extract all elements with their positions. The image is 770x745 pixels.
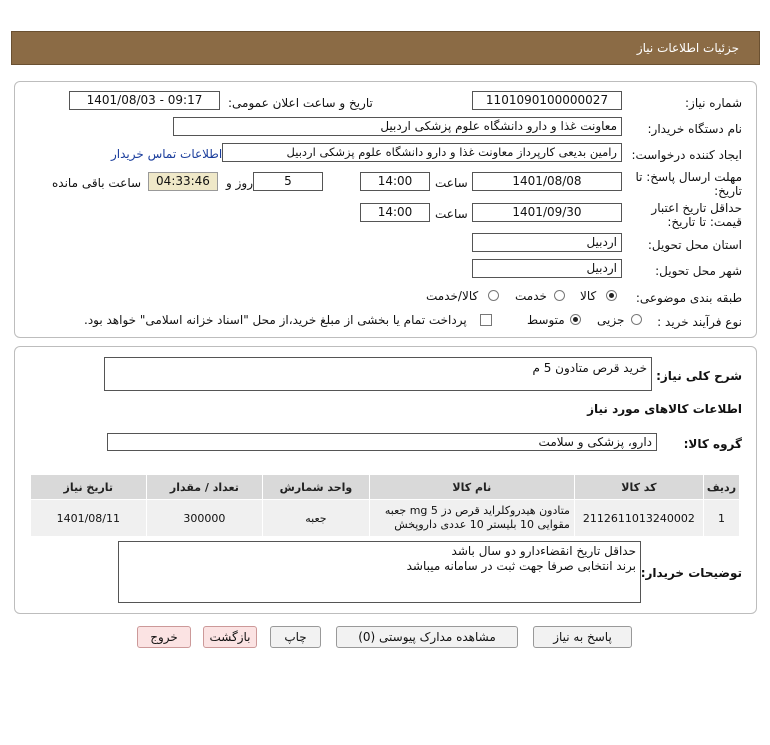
- requester-label: ایجاد کننده درخواست:: [631, 148, 742, 162]
- reply-deadline-label: مهلت ارسال پاسخ: تا: [635, 170, 742, 184]
- buyer-org-field: معاونت غذا و دارو دانشگاه علوم پزشکی اردبیل: [173, 117, 622, 136]
- validity-label-2: قیمت: تا تاریخ:: [667, 215, 742, 229]
- delivery-province-label: استان محل تحویل:: [647, 238, 742, 252]
- reply-deadline-label-2: تاریخ:: [714, 184, 742, 198]
- announce-datetime-field: 1401/08/03 - 09:17: [69, 91, 220, 110]
- general-desc-label: شرح کلی نیاز:: [656, 369, 742, 383]
- cell-code: 2112611013240002: [574, 500, 703, 537]
- need-number-label: شماره نیاز:: [685, 96, 742, 110]
- category-radio-goods[interactable]: [606, 290, 617, 301]
- buyer-notes-line-1: حداقل تاریخ انقضاءدارو دو سال باشد: [451, 544, 636, 558]
- validity-time-label: ساعت: [435, 207, 468, 221]
- cell-unit: جعبه: [263, 500, 370, 537]
- print-button[interactable]: چاپ: [270, 626, 321, 648]
- treasury-payment-note: پرداخت تمام یا بخشی از مبلغ خرید،از محل "اسناد خزانه اسلامی" خواهد بود.: [84, 313, 467, 327]
- purchase-type-label: نوع فرآیند خرید :: [657, 315, 742, 329]
- buyer-notes-field: [118, 541, 641, 603]
- validity-label: حداقل تاریخ اعتبار: [651, 201, 742, 215]
- requester-field: رامین بدیعی کارپرداز معاونت غذا و دارو دانشگاه علوم پزشکی اردبیل: [222, 143, 622, 162]
- header-date: تاریخ نیاز: [31, 475, 147, 500]
- buyer-org-label: نام دستگاه خریدار:: [647, 122, 742, 136]
- need-number-field: 1101090100000027: [472, 91, 622, 110]
- remaining-time-label: ساعت باقی مانده: [52, 176, 142, 190]
- treasury-payment-checkbox[interactable]: [480, 314, 492, 326]
- page-title: جزئیات اطلاعات نیاز: [636, 41, 739, 55]
- delivery-city-field: اردبیل: [472, 259, 622, 278]
- header-index: ردیف: [703, 475, 739, 500]
- remaining-time-field: 04:33:46: [148, 172, 218, 191]
- back-button[interactable]: بازگشت: [203, 626, 257, 648]
- reply-time-field: 14:00: [360, 172, 430, 191]
- cell-qty: 300000: [146, 500, 263, 537]
- header-name: نام کالا: [369, 475, 574, 500]
- buyer-notes-line-2: برند انتخابی صرفا جهت ثبت در سامانه میباشد: [406, 559, 636, 573]
- table-row[interactable]: [31, 500, 740, 537]
- purchase-option-medium: متوسط: [527, 313, 565, 327]
- reply-button[interactable]: پاسخ به نیاز: [533, 626, 632, 648]
- goods-group-label: گروه کالا:: [683, 437, 742, 451]
- header-qty: تعداد / مقدار: [146, 475, 263, 500]
- header-unit: واحد شمارش: [263, 475, 370, 500]
- cell-index: 1: [703, 500, 739, 537]
- attachments-button[interactable]: مشاهده مدارک پیوستی (0): [336, 626, 518, 648]
- category-option-goods: کالا: [580, 289, 597, 303]
- title-bar: [11, 31, 760, 65]
- cell-name: متادون هیدروکلراید قرص دز mg 5 جعبه مقوایی 10 بلیستر 10 عددی داروپخش: [369, 500, 574, 537]
- goods-table: [30, 474, 740, 537]
- exit-button[interactable]: خروج: [137, 626, 191, 648]
- delivery-city-label: شهر محل تحویل:: [655, 264, 742, 278]
- category-label: طبقه بندی موضوعی:: [635, 291, 742, 305]
- category-option-service: خدمت: [515, 289, 547, 303]
- category-radio-service[interactable]: [554, 290, 565, 301]
- reply-date-field: 1401/08/08: [472, 172, 622, 191]
- announce-datetime-label: تاریخ و ساعت اعلان عمومی:: [228, 96, 373, 110]
- purchase-radio-minor[interactable]: [631, 314, 642, 325]
- buyer-contact-link[interactable]: اطلاعات تماس خریدار: [111, 147, 223, 161]
- header-code: کد کالا: [574, 475, 703, 500]
- cell-date: 1401/08/11: [31, 500, 147, 537]
- general-desc-field: خرید قرص متادون 5 م: [104, 357, 652, 391]
- buyer-notes-label: توضیحات خریدار:: [640, 566, 742, 580]
- purchase-option-minor: جزیی: [597, 313, 625, 327]
- category-radio-goods-service[interactable]: [488, 290, 499, 301]
- purchase-radio-medium[interactable]: [570, 314, 581, 325]
- goods-group-field: دارو، پزشکی و سلامت: [107, 433, 657, 451]
- table-header-row: [31, 475, 740, 500]
- validity-time-field: 14:00: [360, 203, 430, 222]
- category-option-goods-service: کالا/خدمت: [426, 289, 479, 303]
- goods-info-title: اطلاعات کالاهای مورد نیاز: [587, 402, 742, 416]
- days-field: 5: [253, 172, 323, 191]
- days-label: روز و: [226, 176, 253, 190]
- reply-time-label: ساعت: [435, 176, 468, 190]
- validity-date-field: 1401/09/30: [472, 203, 622, 222]
- delivery-province-field: اردبیل: [472, 233, 622, 252]
